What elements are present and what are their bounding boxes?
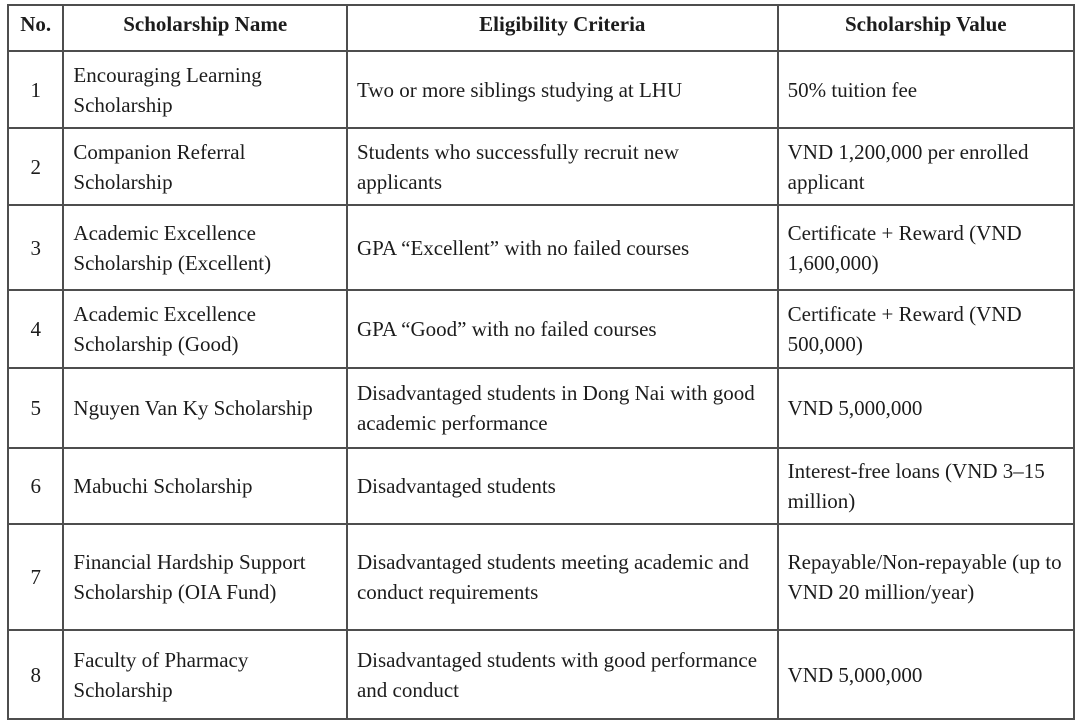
- table-row: [8, 290, 1074, 368]
- header-no: No.: [8, 5, 63, 51]
- name-cell: Financial Hardship Support Scholarship (OIA Fund): [63, 524, 347, 630]
- name-cell: Academic Excellence Scholarship (Excellent): [63, 205, 347, 290]
- value-cell: VND 5,000,000: [778, 368, 1074, 448]
- value-cell: Interest-free loans (VND 3–15 million): [778, 448, 1074, 524]
- name-cell: Encouraging Learning Scholarship: [63, 51, 347, 128]
- criteria-cell: Two or more siblings studying at LHU: [347, 51, 778, 128]
- table-body: [8, 51, 1074, 719]
- table-row: [8, 51, 1074, 128]
- no-cell: 3: [8, 205, 63, 290]
- table-row: [8, 448, 1074, 524]
- name-cell: Faculty of Pharmacy Scholarship: [63, 630, 347, 719]
- value-cell: VND 5,000,000: [778, 630, 1074, 719]
- name-cell: Nguyen Van Ky Scholarship: [63, 368, 347, 448]
- criteria-cell: Disadvantaged students with good performance and conduct: [347, 630, 778, 719]
- table-row: [8, 524, 1074, 630]
- no-cell: 2: [8, 128, 63, 205]
- criteria-cell: Disadvantaged students in Dong Nai with good academic performance: [347, 368, 778, 448]
- no-cell: 1: [8, 51, 63, 128]
- value-cell: Certificate + Reward (VND 500,000): [778, 290, 1074, 368]
- header-eligibility-criteria: Eligibility Criteria: [347, 5, 778, 51]
- table-header-row: [8, 5, 1074, 51]
- table-row: [8, 368, 1074, 448]
- no-cell: 8: [8, 630, 63, 719]
- criteria-cell: Students who successfully recruit new applicants: [347, 128, 778, 205]
- no-cell: 4: [8, 290, 63, 368]
- table-row: [8, 630, 1074, 719]
- criteria-cell: GPA “Good” with no failed courses: [347, 290, 778, 368]
- table-row: [8, 128, 1074, 205]
- no-cell: 5: [8, 368, 63, 448]
- header-scholarship-value: Scholarship Value: [778, 5, 1074, 51]
- value-cell: 50% tuition fee: [778, 51, 1074, 128]
- value-cell: VND 1,200,000 per enrolled applicant: [778, 128, 1074, 205]
- name-cell: Academic Excellence Scholarship (Good): [63, 290, 347, 368]
- criteria-cell: Disadvantaged students meeting academic and conduct requirements: [347, 524, 778, 630]
- value-cell: Certificate + Reward (VND 1,600,000): [778, 205, 1074, 290]
- header-scholarship-name: Scholarship Name: [63, 5, 347, 51]
- scholarship-table: [7, 4, 1075, 720]
- value-cell: Repayable/Non-repayable (up to VND 20 million/year): [778, 524, 1074, 630]
- name-cell: Mabuchi Scholarship: [63, 448, 347, 524]
- criteria-cell: GPA “Excellent” with no failed courses: [347, 205, 778, 290]
- criteria-cell: Disadvantaged students: [347, 448, 778, 524]
- no-cell: 7: [8, 524, 63, 630]
- no-cell: 6: [8, 448, 63, 524]
- table-row: [8, 205, 1074, 290]
- name-cell: Companion Referral Scholarship: [63, 128, 347, 205]
